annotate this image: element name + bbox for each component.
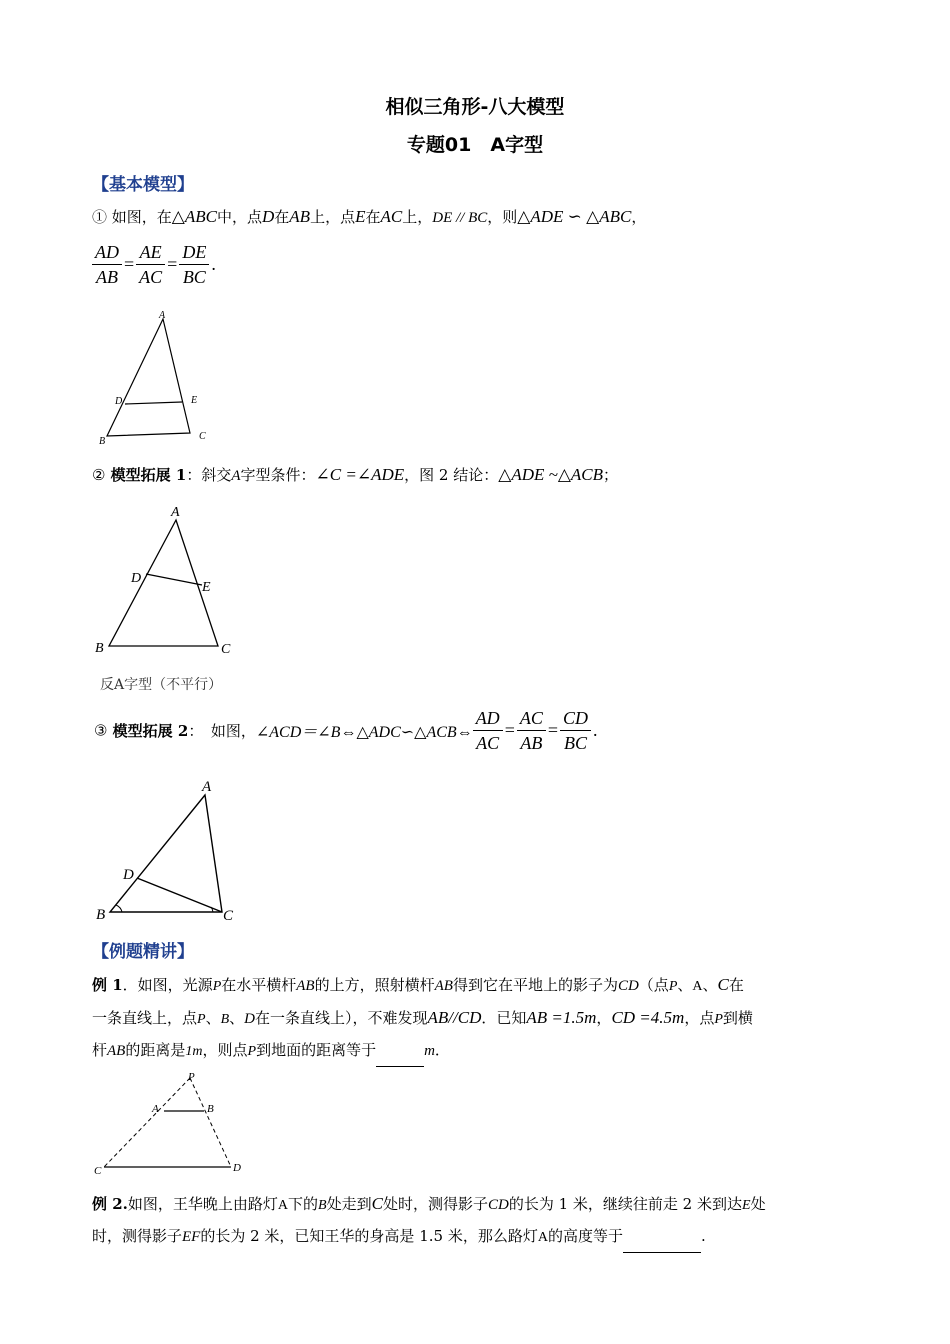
text: ．已知 xyxy=(481,1009,527,1027)
label-c: C xyxy=(221,642,231,657)
segment-de xyxy=(146,574,202,585)
answer-blank xyxy=(376,1035,424,1067)
equals-sign: = xyxy=(167,254,178,274)
fraction-numerator: AD xyxy=(92,240,122,265)
unit-m: m xyxy=(424,1043,435,1059)
text: 在一条直线上），不难发现 xyxy=(255,1009,428,1027)
example1-line-1 xyxy=(92,969,862,1002)
label-a: A xyxy=(159,310,166,321)
expr-cd-length: CD =4.5m xyxy=(611,1008,685,1027)
label-b: B xyxy=(99,436,106,447)
segment-cd xyxy=(137,878,222,912)
label-c: C xyxy=(223,908,234,924)
text: 、 xyxy=(702,976,718,994)
page-subtitle: 专题01 A字型 xyxy=(406,134,544,156)
fraction xyxy=(560,706,591,755)
equals-sign: = xyxy=(547,720,559,740)
text: 杆 xyxy=(92,1041,108,1059)
fraction-denominator: AC xyxy=(476,733,500,753)
text: （点 xyxy=(638,976,669,994)
text: 的上方，照射横杆 xyxy=(314,976,435,994)
var-a: A xyxy=(537,1230,548,1245)
label-b: B xyxy=(95,641,104,656)
var-ef: EF xyxy=(182,1229,201,1245)
text: 下的 xyxy=(288,1195,319,1213)
text: 的长为 2 米，已知王华的身高是 1.5 米，那么路灯 xyxy=(200,1227,538,1245)
label-b: B xyxy=(96,907,106,923)
var-c: C xyxy=(371,1194,383,1213)
model1-segment-ab: AB xyxy=(289,207,311,226)
model2-letter-a: A xyxy=(231,468,241,484)
example1-text xyxy=(92,969,862,1067)
example2-text xyxy=(92,1188,862,1253)
model1-text-7: ，则 xyxy=(487,208,518,226)
text: 在水平横杆 xyxy=(221,976,297,994)
fraction xyxy=(92,240,122,289)
expr-ab-length: AB =1.5m xyxy=(526,1008,597,1027)
model2-conclusion: △ADE ~△ACB xyxy=(498,465,603,484)
model1-parallel: DE // BC xyxy=(432,210,488,226)
model1-text-4: 上，点 xyxy=(310,208,356,226)
text: 得到它在平地上的影子为 xyxy=(452,976,618,994)
fraction-denominator: AB xyxy=(520,733,543,753)
example1-line-3 xyxy=(92,1035,862,1067)
triangle-abc xyxy=(110,795,222,912)
fraction-numerator: AE xyxy=(136,240,165,265)
model1-text-3: 在 xyxy=(274,208,290,226)
text: 、 xyxy=(205,1009,221,1027)
figure-model3-triangle xyxy=(92,772,252,924)
var-ab: AB xyxy=(107,1043,126,1059)
fraction-denominator: BC xyxy=(564,733,588,753)
section-examples: 【例题精讲】 xyxy=(92,942,194,962)
expr-distance: 1m xyxy=(185,1044,203,1059)
fraction xyxy=(473,706,503,755)
label-e: E xyxy=(191,395,198,406)
model1-triangle-abc: △ABC xyxy=(171,207,217,226)
text: ，则点 xyxy=(202,1041,248,1059)
var-p: P xyxy=(212,979,222,994)
model1-statement xyxy=(92,206,646,227)
model1-point-e: E xyxy=(355,207,366,226)
text: ， xyxy=(596,1009,612,1027)
text: . xyxy=(700,1227,706,1245)
figure-model1-triangle xyxy=(92,305,232,450)
label-a: A xyxy=(152,1103,159,1115)
example2-line-1 xyxy=(92,1188,862,1221)
model3-statement xyxy=(94,706,600,755)
dashed-line-pc xyxy=(104,1078,190,1167)
label-a: A xyxy=(202,779,212,795)
var-p: P xyxy=(714,1012,723,1027)
period: . xyxy=(593,720,598,740)
model2-caption: 反A字型（不平行） xyxy=(100,677,223,693)
text: 、 xyxy=(677,976,693,994)
text: ． xyxy=(434,1041,450,1059)
label-d: D xyxy=(115,396,123,407)
var-a: A xyxy=(277,1198,289,1213)
var-b: B xyxy=(220,1012,230,1027)
model2-title: 模型拓展 1 xyxy=(105,466,187,484)
figure-model2-triangle xyxy=(92,500,252,665)
model1-text-8: ， xyxy=(631,208,647,226)
model2-text-2: 字型条件： xyxy=(240,466,316,484)
var-d: D xyxy=(244,1011,256,1027)
model1-ratio-equation xyxy=(92,240,218,289)
var-a: A xyxy=(692,979,703,994)
fraction-numerator: AC xyxy=(517,706,546,731)
fraction-denominator: AB xyxy=(96,267,118,287)
model2-statement xyxy=(92,464,618,485)
label-c: C xyxy=(94,1165,102,1177)
model1-number: ① xyxy=(92,208,108,226)
text: 处走到 xyxy=(326,1195,372,1213)
text: 在 xyxy=(728,976,744,994)
answer-blank xyxy=(623,1221,701,1253)
equals-sign: = xyxy=(124,254,135,274)
text: 、 xyxy=(229,1009,245,1027)
expr-ab-parallel-cd: AB//CD xyxy=(427,1008,482,1027)
model1-point-d: D xyxy=(262,207,275,226)
text: 时，测得影子 xyxy=(92,1227,183,1245)
text: 处时，测得影子 xyxy=(382,1195,488,1213)
segment-de xyxy=(125,402,182,404)
model2-text-3: ，图 2 结论： xyxy=(404,466,499,484)
dashed-line-pd xyxy=(190,1078,231,1167)
example1-line-2 xyxy=(92,1002,862,1035)
model3-text-1: ： 如图， xyxy=(188,722,256,740)
example2-label: 例 2. xyxy=(92,1195,128,1213)
text: 的高度等于 xyxy=(547,1227,623,1245)
var-e: E xyxy=(742,1198,751,1213)
var-ab: AB xyxy=(296,978,315,994)
model1-text-2: 中，点 xyxy=(216,208,262,226)
angle-b-arc xyxy=(116,905,122,912)
model3-title: 模型拓展 2 xyxy=(107,722,189,740)
equals-sign: = xyxy=(504,720,515,740)
section-basic-model: 【基本模型】 xyxy=(92,175,194,195)
model3-number: ③ xyxy=(94,721,108,740)
var-ab: AB xyxy=(434,978,453,994)
fraction xyxy=(136,240,165,289)
label-d: D xyxy=(233,1162,241,1174)
model1-similarity: △ADE ∽ △ABC xyxy=(517,207,632,226)
model2-number: ② xyxy=(92,466,106,484)
page-title: 相似三角形-八大模型 xyxy=(385,96,565,118)
model1-segment-ac: AC xyxy=(380,207,403,226)
var-p: P xyxy=(668,979,678,994)
label-c: C xyxy=(199,431,206,442)
text: 的长为 1 米，继续往前走 2 米到达 xyxy=(508,1195,742,1213)
text: 如图，王华晚上由路灯 xyxy=(127,1195,278,1213)
example2-line-2 xyxy=(92,1221,862,1253)
model1-text-6: 上， xyxy=(402,208,433,226)
fraction-numerator: DE xyxy=(179,240,209,265)
label-d: D xyxy=(131,571,142,586)
var-p: P xyxy=(197,1012,206,1027)
model3-expression: ∠ACD＝∠B⇔△ADC∽△ACB⇔ xyxy=(255,724,473,741)
period: . xyxy=(211,254,216,274)
fraction xyxy=(179,240,209,289)
label-d: D xyxy=(123,867,134,883)
model1-text-1: 如图，在 xyxy=(107,208,172,226)
text: 一条直线上，点 xyxy=(92,1009,198,1027)
text: 的距离是 xyxy=(125,1041,186,1059)
label-a: A xyxy=(171,505,180,520)
fraction-numerator: CD xyxy=(560,706,591,731)
model2-text-4: ； xyxy=(603,466,619,484)
var-cd: CD xyxy=(617,978,639,994)
var-cd: CD xyxy=(487,1197,509,1213)
fraction xyxy=(517,706,546,755)
var-p: P xyxy=(247,1044,257,1059)
text: ．如图，光源 xyxy=(122,976,213,994)
var-b: B xyxy=(318,1198,327,1213)
example1-label: 例 1 xyxy=(92,976,123,994)
text: 到横 xyxy=(722,1009,753,1027)
text: 处 xyxy=(750,1195,766,1213)
fraction-denominator: BC xyxy=(182,267,206,287)
label-e: E xyxy=(202,580,211,595)
fraction-numerator: AD xyxy=(473,706,503,731)
var-c: C xyxy=(717,975,729,994)
fraction-denominator: AC xyxy=(139,267,163,287)
figure-example1 xyxy=(92,1068,252,1178)
model2-text-1: ：斜交 xyxy=(186,466,232,484)
model1-text-5: 在 xyxy=(365,208,381,226)
text: 到地面的距离等于 xyxy=(256,1041,377,1059)
model2-condition: ∠C =∠ADE xyxy=(315,465,405,484)
label-p: P xyxy=(188,1071,195,1083)
label-b: B xyxy=(207,1103,214,1115)
text: ，点 xyxy=(684,1009,715,1027)
triangle-abc xyxy=(107,319,190,436)
